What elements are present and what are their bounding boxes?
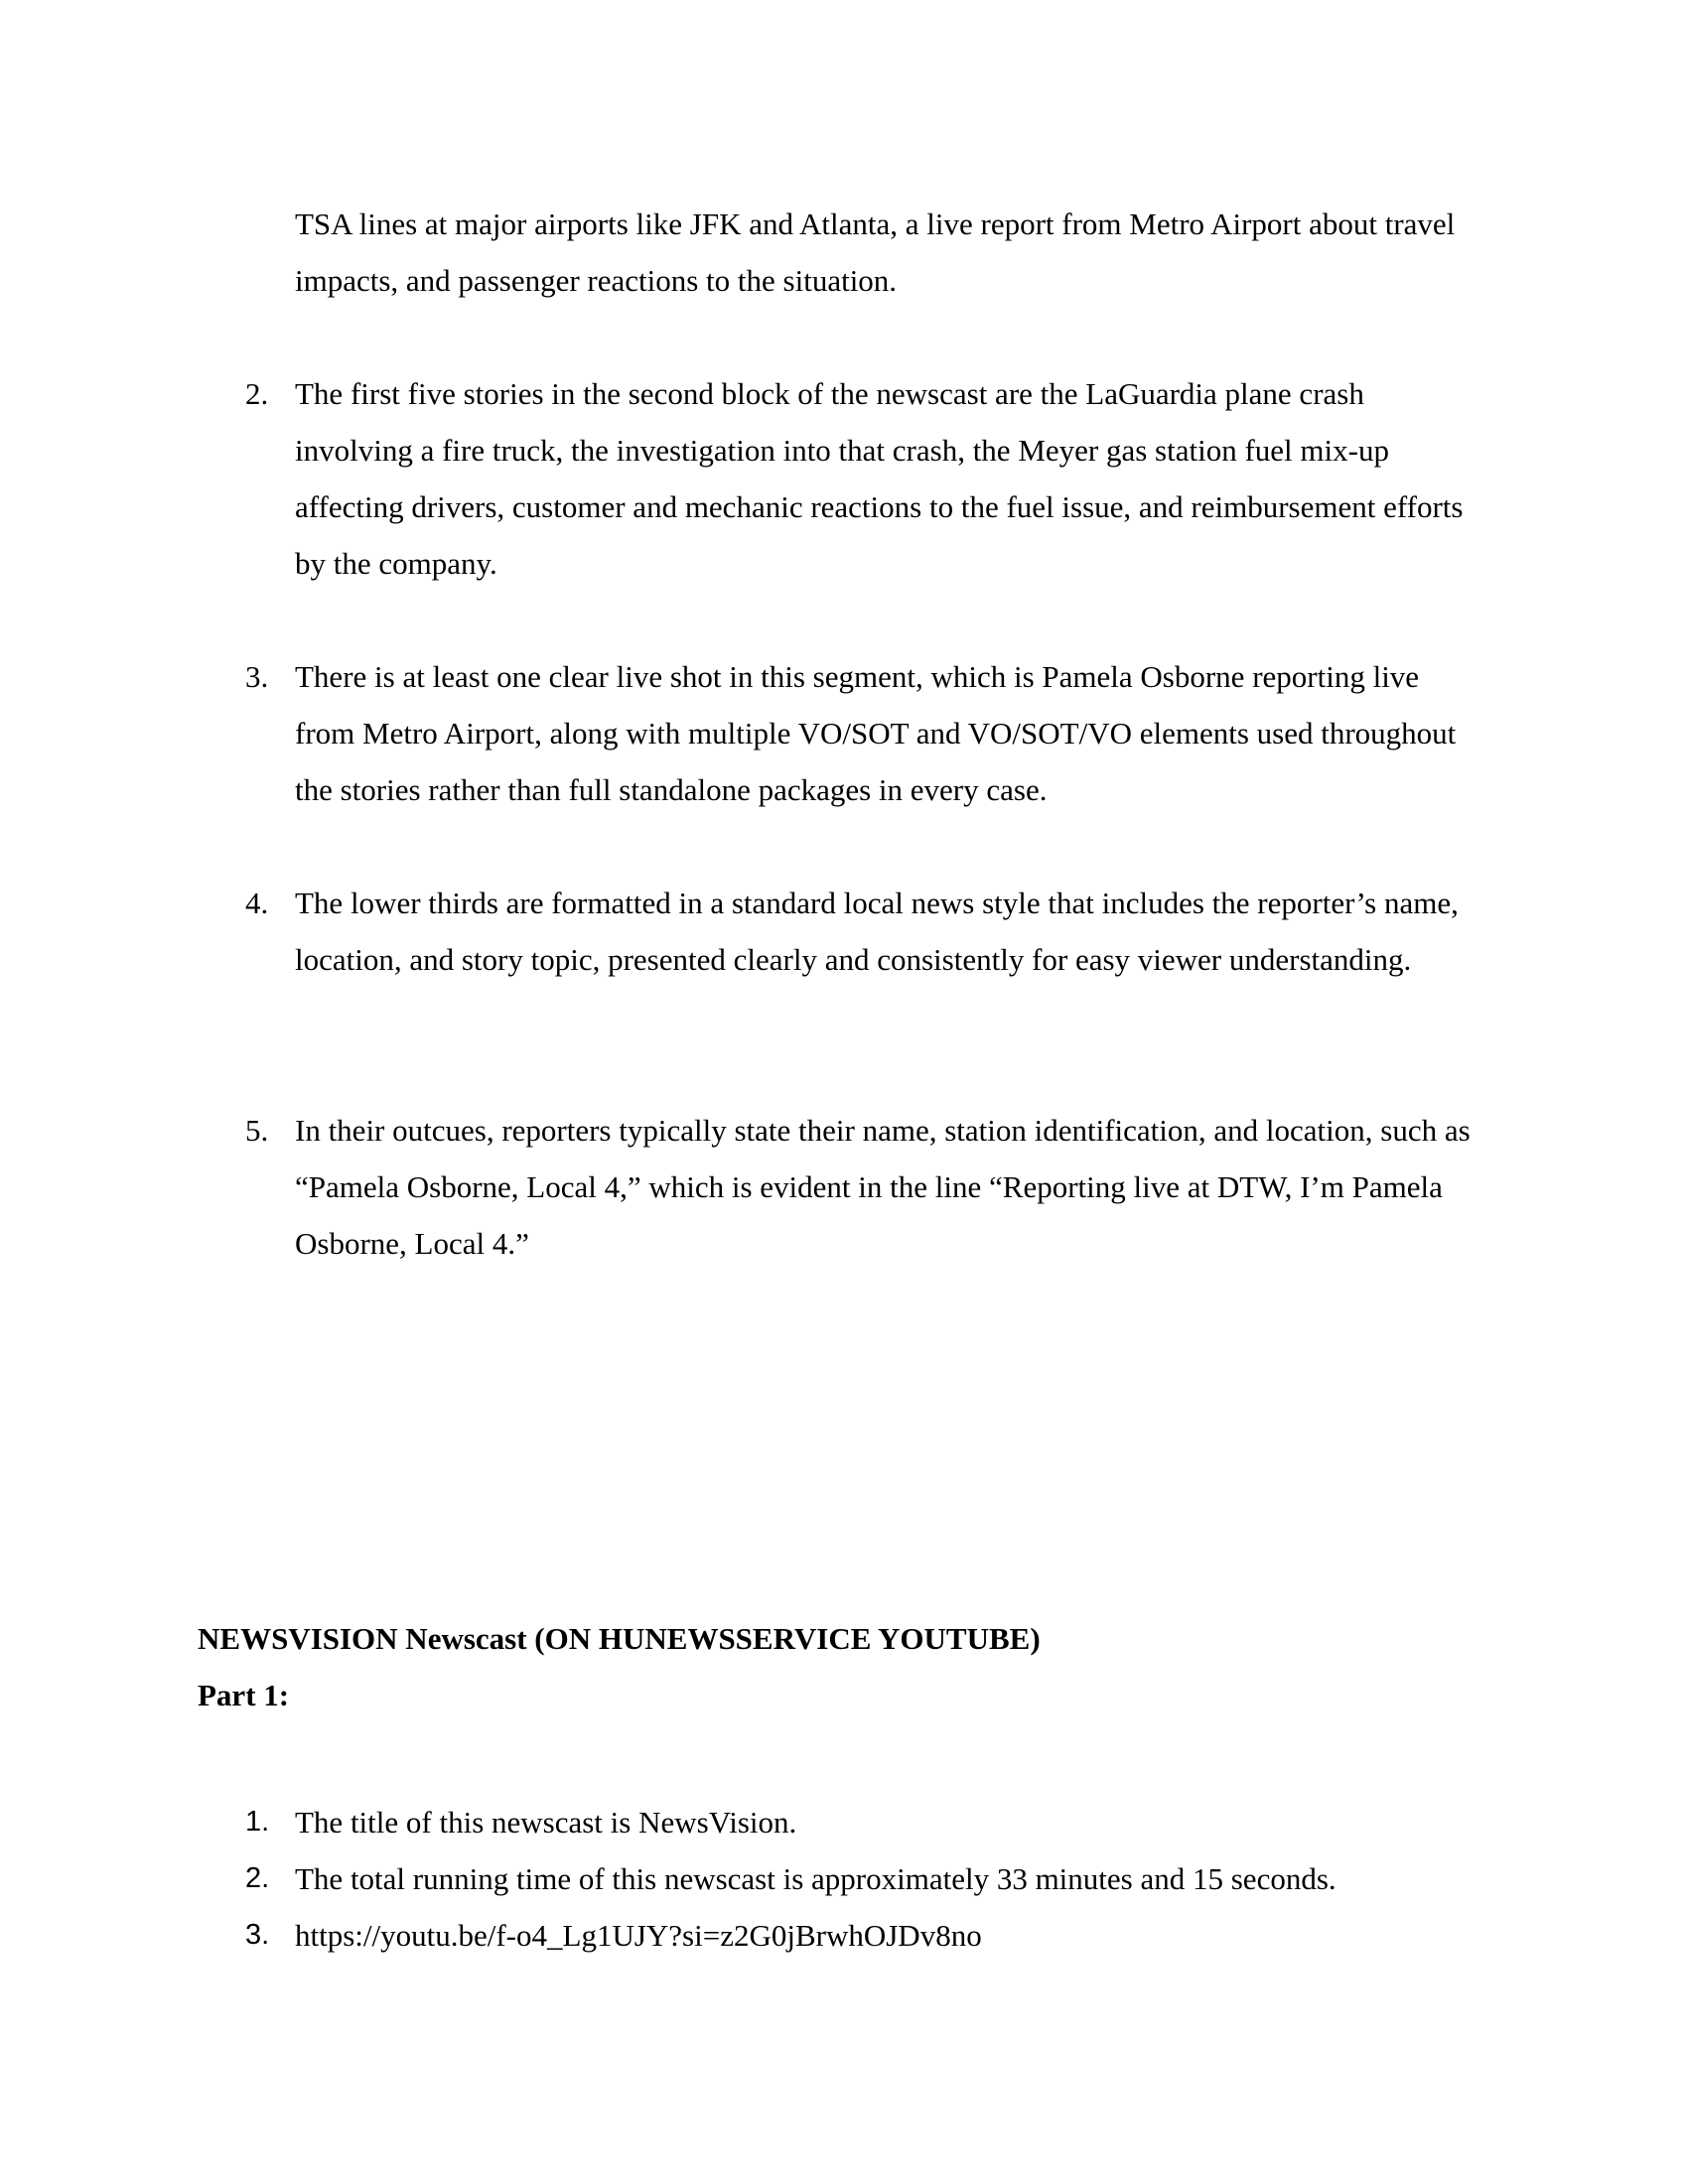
list-item-number: 5. bbox=[245, 1113, 269, 1148]
list-item-text: The first five stories in the second block of the newscast are the LaGuardia plane crash involving a fire truck, the investigation into that crash, the Meyer gas station fuel mix-up affecting drivers, customer and mechanic reactions to the fuel issue, and reimbursement efforts by the company. bbox=[295, 376, 1464, 581]
continued-paragraph: TSA lines at major airports like JFK and Atlanta, a live report from Metro Airport about travel impacts, and passenger reactions to the situation. bbox=[295, 206, 1456, 298]
list-item-text: In their outcues, reporters typically state their name, station identification, and location, such as “Pamela Osborne, Local 4,” which is evident in the line “Reporting live at DTW, I’m Pamela Osborne, Local 4.” bbox=[295, 1113, 1471, 1261]
list-item-number: 3. bbox=[245, 1919, 270, 1951]
list-item bbox=[245, 1907, 1496, 1964]
list-item-number: 4. bbox=[245, 886, 269, 920]
list-item-number: 2. bbox=[245, 1862, 270, 1894]
list-item bbox=[245, 648, 1496, 818]
list-item bbox=[245, 1102, 1496, 1272]
list-item-number: 2. bbox=[245, 376, 269, 411]
list-item bbox=[245, 1850, 1496, 1907]
list-item bbox=[245, 365, 1496, 592]
list-item-number: 3. bbox=[245, 659, 269, 694]
section-heading: NEWSVISION Newscast (ON HUNEWSSERVICE YOUTUBE) bbox=[198, 1621, 1041, 1656]
list-item bbox=[245, 1794, 1496, 1850]
list-item-number: 1. bbox=[245, 1806, 270, 1838]
list-item bbox=[245, 875, 1496, 988]
list-item-text: There is at least one clear live shot in this segment, which is Pamela Osborne reporting live from Metro Airport, along with multiple VO/SOT and VO/SOT/VO elements used throughout the stories rather than full standalone packages in every case. bbox=[295, 659, 1457, 807]
list-item-text: The lower thirds are formatted in a standard local news style that includes the reporter’s name, location, and story topic, presented clearly and consistently for easy viewer understanding. bbox=[295, 886, 1459, 977]
list-item-text: The total running time of this newscast is approximately 33 minutes and 15 seconds. bbox=[295, 1861, 1336, 1896]
list-item-text: The title of this newscast is NewsVision. bbox=[295, 1805, 797, 1840]
list-item-text: https://youtu.be/f-o4_Lg1UJY?si=z2G0jBrwhOJDv8no bbox=[295, 1918, 982, 1953]
part-heading: Part 1: bbox=[198, 1678, 290, 1712]
